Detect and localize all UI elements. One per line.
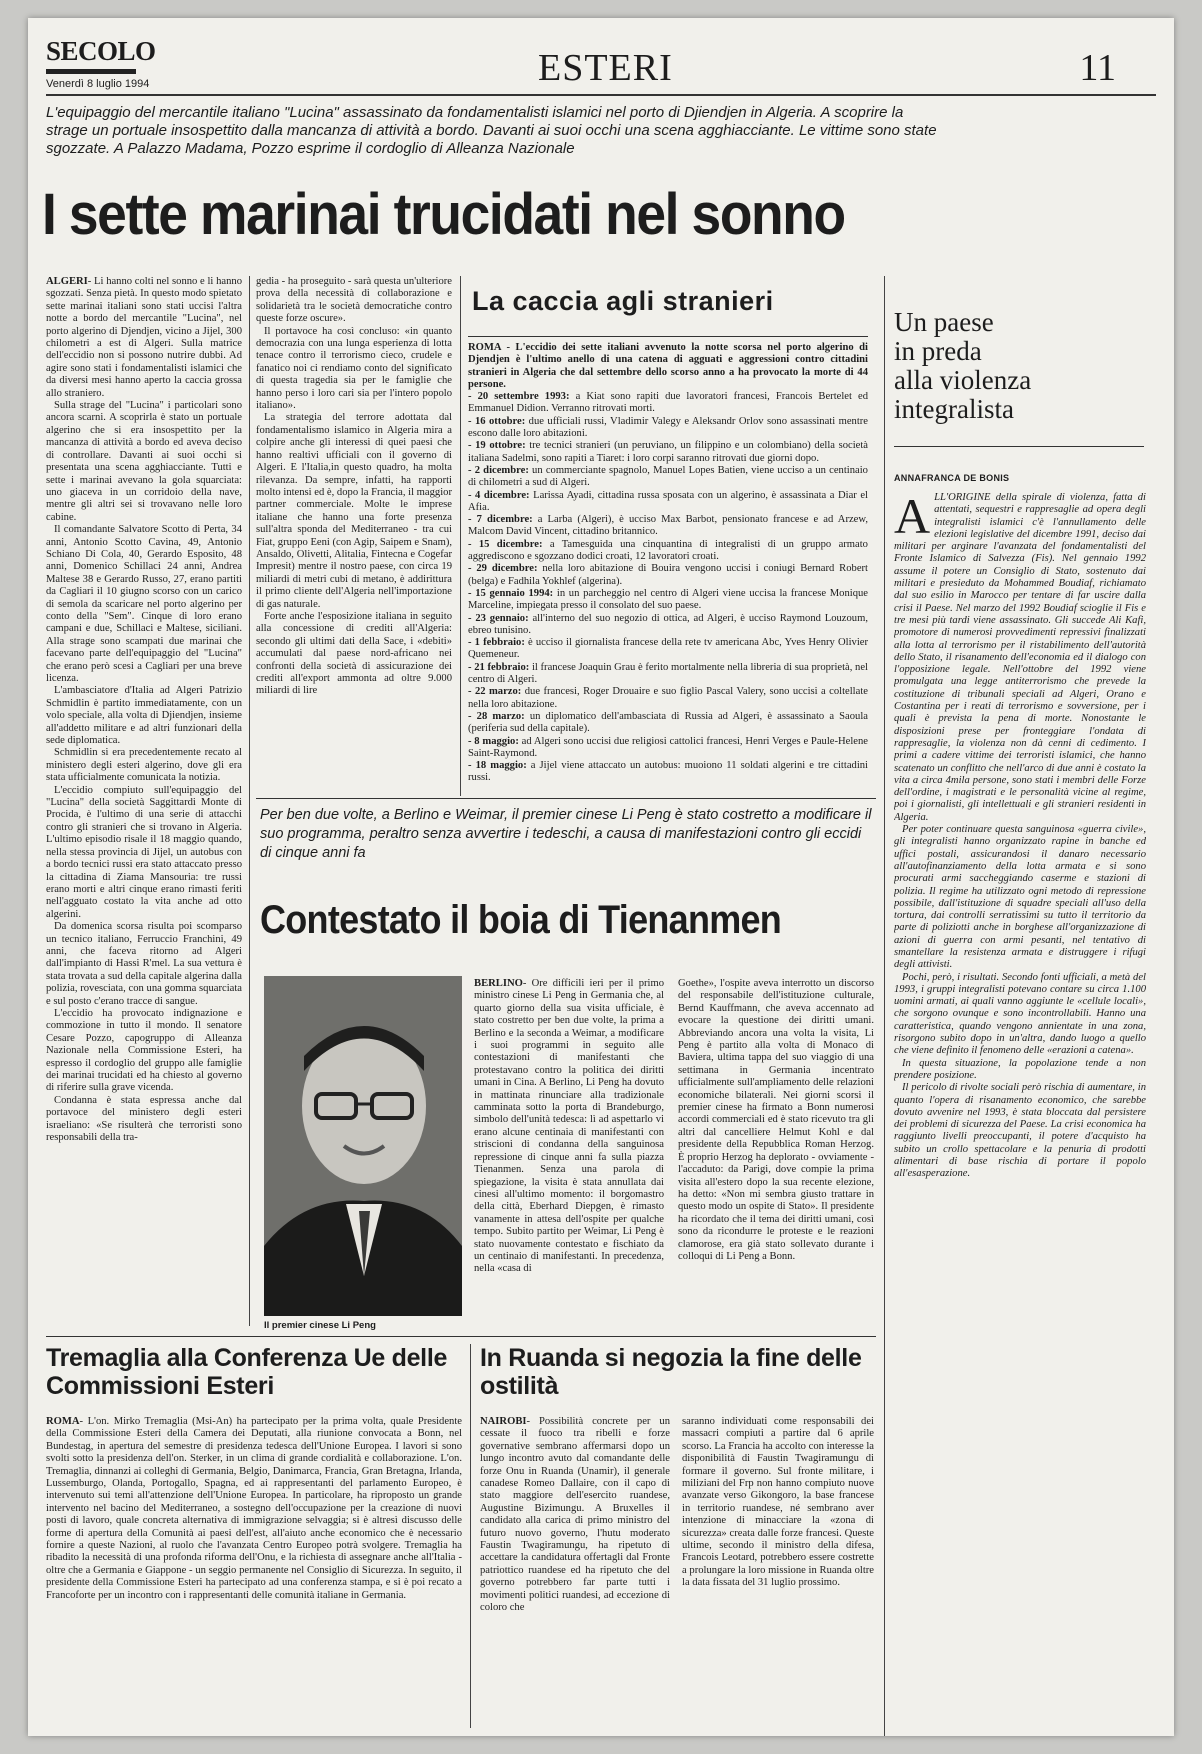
masthead-date: Venerdì 8 luglio 1994 (46, 78, 150, 90)
dropcap: A (894, 492, 931, 544)
chronology-item: - 22 marzo: due francesi, Roger Drouaire e suo figlio Pascal Valery, sono uccisi a coltellate nella loro abitazione. (468, 686, 868, 710)
photo-caption: Il premier cinese Li Peng (264, 1320, 376, 1331)
chronology-item: - 16 ottobre: due ufficiali russi, Vladimir Valegy e Aleksandr Orlov sono assassinati mentre escono dalle loro abitazioni. (468, 415, 868, 440)
lead-kicker: L'equipaggio del mercantile italiano "Lucina" assassinato da fondamentalisti islamici nel porto di Djiendjen in Algeria. A scoprire la strage un portuale insospettito dalla mancanza di attività a bordo. Davanti ai suoi occhi una scena agghiacciante. Le vittime sono state sgozzate. A Palazzo Madama, Pozzo esprime il cordoglio di Alleanza Nazionale (46, 104, 937, 157)
tienanmen-column-2: Goethe», l'ospite aveva interrotto un discorso del responsabile dell'istituzione culturale, Bernd Kauffmann, che aveva accennato ad evocare la questione dei diritti umani. Abbreviando ancora una volta la visita, Li Peng è partito alla volta di Monaco di Baviera, ultima tappa del suo viaggio di una settimana in Germania incentrato ufficialmente sull'ampliamento delle relazioni economiche bilaterali. Nei giorni scorsi il premier cinese ha firmato a Bonn numerosi accordi commerciali ed è stato ricevuto tra gli altri dal cancelliere Helmut Kohl e dal presidente della Repubblica Roman Herzog. È proprio Herzog ha deplorato - ovviamente - l'accaduto: da Parigi, dove compie la prima visita all'estero dopo la sua recente elezione, ha detto: «Non mi sembra giusto trattare in questo modo un ospite di Stato». Il presidente ha ricordato che il tema dei diritti umani, così sono da ricondurre le proteste e le reazioni clamorose, era già stato sollevato durante i colloqui di Li Peng a Bonn. (678, 978, 874, 1262)
ruanda-column-1: NAIROBI- Possibilità concrete per un cessate il fuoco tra ribelli e forze governative sembrano affermarsi dopo un lungo incontro avuto dal comandante delle forze Onu in Ruanda (Unamir), il generale canadese Romeo Dallaire, con il capo di stato maggiore dell'esercito ruandese, Augustine Bizimungu. A Bruxelles il candidato alla carica di primo ministro del futuro nuovo governo, l'hutu moderato Faustin Twagiramungu, ha ripetuto di accettare la candidatura offertagli dal Fronte patriottico ruandese ed ha ripetuto che del governo potrebbero far parte tutti i movimenti politici ruandesi, ad eccezione di coloro che (480, 1416, 670, 1614)
sidebar-paragraph: Pochi, però, i risultati. Secondo fonti ufficiali, a metà del 1993, i gruppi integralisti potevano contare su circa 1.100 uomini armati, ai quali vanno aggiunte le «cellule locali», che sorgono ovunque e sono incontrollabili. Hanno una caratteristica, quando vengono annientate in una zona, risorgono subito dopo in un'altra, dando luogo a quello che viene definito il fenomeno delle «erazioni a catena». (894, 971, 1146, 1057)
tienanmen-column-1: BERLINO- Ore difficili ieri per il primo ministro cinese Li Peng in Germania che, al quarto giorno della sua visita ufficiale, è stato costretto per ben due volte, la prima a Berlino e la seconda a Weimar, a modificare i suoi programmi in seguito alle contestazioni di manifestanti che protestavano contro la politica dei diritti umani in Cina. A Berlino, Li Peng ha dovuto in mattinata rinunciare alla tradizionale camminata sotto la porta di Brandeburgo, simbolo dell'unità tedesca: lì ad aspettarlo vi erano alcune centinaia di manifestanti con striscioni di condanna della sanguinosa repressione di cinque anni fa sulla piazza Tienanmen. Senza una parola di spiegazione, la visita è stata annullata dai cinesi all'ultimo momento: il borgomastro della città, Eberhard Diepgen, è rimasto vanamente in attesa dell'ospite per qualche tempo. Subito partito per Weimar, Li Peng è stato nuovamente contestato e fischiato da un centinaio di manifestanti. In precedenza, nella «casa di (474, 978, 664, 1275)
chronology-item: - 23 gennaio: all'interno del suo negozio di ottica, ad Algeri, è ucciso Raymond Louzoum, ebreo tunisino. (468, 612, 868, 636)
portrait-icon (264, 976, 462, 1316)
chronology-item: - 7 dicembre: a Larba (Algeri), è ucciso Max Barbot, pensionato francese e ad Arzew, Malcom David Vincent, cittadino britannico. (468, 514, 868, 538)
chronology-item: - 8 maggio: ad Algeri sono uccisi due religiosi cattolici francesi, Henri Verges e Paule-Helene Saint-Raymond. (468, 735, 868, 759)
chronology-item: - 2 dicembre: un commerciante spagnolo, Manuel Lopes Batien, viene ucciso a un centinaio di chilometri a sud di Algeri. (468, 464, 868, 489)
lead-paragraph: - Li hanno colti nel sonno e li hanno sgozzati. Senza pietà. In questo modo spietato sette marinai italiani sono stati uccisi l'altra notte a bordo del mercantile "Lucina", nel porto algerino di Djendjen, vicino a Jijel, 300 chilometri a est di Algeri. Sulla matrice dell'eccidio non si possono nutrire dubbi. Ad agire sono stati i fondamentalisti islamici che da diversi mesi hanno aperto la caccia grossa allo straniero. (46, 276, 242, 399)
lead-paragraph: Il portavoce ha così concluso: «in quanto democrazia con una lunga esperienza di lotta tenace contro il terrorismo cieco, crudele e fanatico noi ci rendiamo conto del significato di questa tragedia sia per le famiglie che hanno perso i loro cari sia per l'intero popolo italiano». (256, 325, 452, 412)
lead-column-1 (46, 276, 242, 1326)
caccia-lead: ROMA - L'eccidio dei sette italiani avvenuto la notte scorsa nel porto algerino di Djendjen è l'ultimo anello di una catena di agguati e aggressioni contro cittadini stranieri in Algeria che dal settembre dello scorso anno a ha provocato la morte di 44 persone. (468, 342, 868, 390)
sidebar-paragraph: Per poter continuare questa sanguinosa «guerra civile», gli integralisti hanno organizzato rapine in banche ed uffici postali, assicurandosi il danaro necessario all'autofinanziamento della lotta armata e si sono procurati armi saccheggiando caserme e stazioni di polizia. Il regime ha utilizzato ogni metodo di repressione possibile, dall'istituzione di squadre speciali all'uso della tortura, dai controlli serratissimi su tutto il territorio da parte di poliziotti anche in borghese all'organizzazione di azioni di guerra con armi pesanti, nel tentativo di smantellare la resistenza armata e distruggere i rifugi degli attivisti. (894, 824, 1146, 971)
tremaglia-dateline: ROMA (46, 1416, 80, 1427)
lead-paragraph: L'ambasciatore d'Italia ad Algeri Patrizio Schmidlin è partito immediatamente, con un volo speciale, alla volta di Djiendjen, insieme all'addetto militare e ad altri funzionari della sede diplomatica. (46, 685, 242, 747)
chronology-item: - 4 dicembre: Larissa Ayadi, cittadina russa sposata con un algerino, è assassinata a Diar el Afia. (468, 489, 868, 513)
lead-paragraph: La strategia del terrore adottata dal fondamentalismo islamico in Algeria mira a colpire anche gli interessi di quei paesi che hanno realtivi ufficiali con il governo di Algeri. E l'Italia,in questo quadro, ha molta rilevanza. Da sempre, infatti, ha rapporti molto intensi ed è, dopo la Francia, il maggior partner commerciale. Molte le imprese italiane che hanno una forte presenza sull'altra sponda del Mediterraneo - tra cui Fiat, gruppo Eeni (con Agip, Saipem e Snam), Ansaldo, Olivetti, Alitalia, Fintecna e Cogefar Impresit) mentre il nostro paese, con circa 19 miliardi di metri cubi di metano, è addirittura il primo cliente dell'Algeria nell'importazione di gas naturale. (256, 412, 452, 610)
page-number: 11 (1079, 47, 1116, 89)
ruanda-headline: In Ruanda si negozia la fine delle ostilità (480, 1344, 862, 1400)
sidebar-body: ALL'ORIGINE della spirale di violenza, fatta di attentati, sequestri e rappresaglie ad opera degli integralisti islamici c'è l'annullamento delle elezioni legislative del dicembre 1991, deciso dai militari per arginare l'avanzata del fondamentalisti del Fronte Islamico di Salvezza (Fis). Nel gennaio 1992 assume il potere un Consiglio di Stato, sostenuto dai militari e presieduto da Mohammed Boudiaf, richiamato dal suo esilio in Marocco per tentare di far uscire dalla crisi il Paese. Nel marzo del 1992 Boudiaf scioglie il Fis e tre mesi più tardi viene assassinato. Gli succede Ali Kafi, promotore di numerosi provvedimenti repressivi finalizzati alla lotta al terrorismo per il ristabilimento dell'autorità dello Stato, il risanamento dell'economia ed il dialogo con l'opposizione legale. Nell'ottobre del 1992 viene promulgata una legge antiterrorismo che prevede la costituzione di tribunali speciali ad Algeri, Orano e Costantina per i reati di terrorismo e sovversione, per i quali è prevista la pena di morte. Nonostante le disposizioni prese per fronteggiare l'ondata di rappresaglie, la violenza non dà cenni di cedimento. I primi a cadere vittime dei terroristi islamici, che hanno scatenato un conflitto che nell'arco di due anni è costato la vita a circa 4mila persone, sono stati i membri delle Forze dell'ordine, i magistrati e le personalità vicine al regime, poi i giornalisti, gli intellettuali e gli stranieri residenti in Algeria. Per poter continuare questa sanguinosa «guerra civile», gli integralisti hanno organizzato rapine in banche ed uffici postali, assicurandosi il danaro necessario all'autofinanziamento della lotta armata e si sono procurati armi saccheggiando caserme e stazioni di polizia. Il regime ha utilizzato ogni metodo di repressione possibile, dall'istituzione di squadre speciali all'uso della tortura, dai controlli serratissimi su tutto il territorio da parte di poliziotti anche in borghese all'organizzazione di azioni di guerra con armi pesanti, nel tentativo di smantellare la resistenza armata e distruggere i rifugi degli attivisti. Pochi, però, i risultati. Secondo fonti ufficiali, a metà del 1993, i gruppi integralisti potevano contare su circa 1.100 uomini armati, ai quali vanno aggiunte le «cellule locali», che sorgono ovunque e sono incontrollabili. Hanno una caratteristica, quando vengono annientate in una zona, risorgono subito dopo in un'altra, dando luogo a quello che viene definito il fenomeno delle «erazioni a catena». In questa situazione, la popolazione tende a non prendere posizione. Il pericolo di rivolte sociali però rischia di aumentare, in quanto l'opera di risanamento economico, che sarebbe dovuto avvenire nel 1993, è stata bloccata dal persistere dei problemi di sicurezza del Paese. La crisi economica ha raggiunto livelli preoccupanti, il potere d'acquisto ha subito un crollo spettacolare e la penuria di prodotti alimentari di base rischia di portare il popolo all'esasperazione. (894, 492, 1146, 1180)
tremaglia-body: ROMA- L'on. Mirko Tremaglia (Msi-An) ha partecipato per la prima volta, quale Presidente della Commissione Esteri della Camera dei Deputati, alla riunione convocata a Bonn, nel Bundestag, in apertura del semestre di presidenza tedesca dell'Unione Europea. I lavori si sono svolti sotto la presidenza dell'on. Sterker, in un clima di grande cordialità e collaborazione. L'on. Tremaglia, dinnanzi ai colleghi di Germania, Belgio, Danimarca, Francia, Gran Bretagna, Irlanda, Lussemburgo, Olanda, Portogallo, Spagna, ed ai rappresentanti del parlamento Europeo, è intervenuto sui temi all'attenzione dell'Unione Europea. In particolare, ha riproposto un grande intervento nel bacino del Mediterraneo, a sostegno dell'occupazione per la creazione di nuovi posti di lavoro, quale concreta alternativa di immigrazione selvaggia; si è altresì discusso delle forme di apertura della Comunità ai paesi dell'est, all'aiuto anche economico che è necessario fornire a queste Nazioni, al ruolo che l'avanzata Centro Europeo potrà svolgere. Tremaglia ha ribadito la necessità di una profonda riforma dell'Onu, e la richiesta di assegnare anche all'Italia - oltre che a Germania e Giappone - un seggio permanente nel Consiglio di Sicurezza. In seguito, il presidente della Commissione Esteri ha partecipato ad una conferenza stampa, e si è poi recato a Francoforte per un incontro con i rappresentanti delle comunità italiane in Germania. (46, 1416, 462, 1601)
lead-paragraph: Il comandante Salvatore Scotto di Perta, 34 anni, Antonio Scotto Cavina, 49, Antonio Schiano Di Cola, 40, Gerardo Esposito, 48 anni, Domenico Schillaci 24 anni, Andrea Maltese 38 e Gerardo Russo, 27, erano partiti da Cagliari il 10 giugno scorso con un carico di semola da scaricare nel porto algerino per conto della "Sem". Cinque di loro erano campani e due, Schillaci e Maltese, siciliani. Alla strage sono scampati due marinai che facevano parte dell'equipaggio del "Lucina" che erano però scesi a Cagliari per una breve licenza. (46, 524, 242, 684)
caccia-headline: La caccia agli stranieri (472, 286, 774, 316)
chronology-item: - 28 marzo: un diplomatico dell'ambasciata di Russia ad Algeri, è assassinato a Saoula (periferia sud della capitale). (468, 710, 868, 735)
lead-dateline: ALGERI (46, 276, 88, 287)
ruanda-dateline: NAIROBI (480, 1416, 527, 1427)
chronology-item: - 19 ottobre: tre tecnici stranieri (un peruviano, un filippino e un colombiano) della società italiana Sadelmi, sono rapiti a Tiaret: i loro corpi saranno ritrovati due giorni dopo. (468, 440, 868, 464)
lead-paragraph: Schmidlin si era precedentemente recato al ministero degli esteri algerino, dove gli era stata ufficialmente comunicata la notizia. (46, 747, 242, 784)
lead-paragraph: Condanna è stata espressa anche dal portavoce del ministero degli esteri israeliano: «Se risulterà che terroristi sono responsabili della tra- (46, 1094, 242, 1144)
tienanmen-kicker: Per ben due volte, a Berlino e Weimar, il premier cinese Li Peng è stato costretto a modificare il suo programma, peraltro senza avvertire i tedeschi, a causa di manifestazioni contro gli eccidi di cinque anni fa (260, 807, 872, 861)
masthead-bar (46, 69, 136, 74)
column-divider (249, 276, 250, 1326)
masthead-title: SECOLO (46, 36, 156, 66)
column-divider (884, 276, 885, 1736)
lead-column-2 (256, 276, 452, 796)
section-title: ESTERI (538, 47, 673, 89)
sidebar-rule (894, 446, 1144, 447)
tienanmen-rule (256, 798, 876, 799)
tremaglia-headline: Tremaglia alla Conferenza Ue delle Commissioni Esteri (46, 1344, 448, 1400)
lead-paragraph: Sulla strage del "Lucina" i particolari sono ancora scarni. A scoprirla è stato un portuale algerino che si era insospettito per la mancanza di attività a bordo ed aveva deciso di controllare. Davanti ai suoi occhi si presentata una scena agghiacciante. Tutti e sette i marinai avevano la gola squarciata: uno giaceva in un corridoio della nave, mentre gli altri sei si trovavano nelle loro cabine. (46, 400, 242, 523)
column-divider (460, 276, 461, 796)
chronology-item: - 21 febbraio: il francese Joaquin Grau è ferito mortalmente nella libreria di sua proprietà, nel centro di Algeri. (468, 661, 868, 686)
lead-paragraph: L'eccidio ha provocato indignazione e commozione in tutto il mondo. Il senatore Cesare Pozzo, capogruppo di Alleanza Nazionale nella Commissione Esteri, ha espresso il cordoglio del gruppo alle famiglie dei marinai trucidati ed ha chiesto al governo di riferire sulla grave vicenda. (46, 1007, 242, 1094)
sidebar-paragraph: In questa situazione, la popolazione tende a non prendere posizione. (894, 1057, 1146, 1081)
li-peng-photo (264, 976, 462, 1316)
chronology-item: - 15 gennaio 1994: in un parcheggio nel centro di Algeri viene uccisa la francese Monique Marceline, impiegata presso il consolato del suo paese. (468, 587, 868, 612)
sidebar-title: Un paese in preda alla violenza integralista (894, 307, 1032, 424)
lead-paragraph: gedia - ha proseguito - sarà questa un'ulteriore prova della necessità di collaborazione e solidarietà tra le società democratiche contro queste forze oscure». (256, 276, 452, 325)
chronology-item: - 20 settembre 1993: a Kiat sono rapiti due lavoratori francesi, Francois Bertelet ed Emmanuel Didion. Verranno ritrovati morti. (468, 391, 868, 415)
tienanmen-headline: Contestato il boia di Tienanmen (260, 898, 782, 942)
chronology-item: - 18 maggio: a Jijel viene attaccato un autobus: muoiono 11 soldati algerini e tre cittadini russi. (468, 760, 868, 784)
sidebar-paragraph: Il pericolo di rivolte sociali però rischia di aumentare, in quanto l'opera di risanamento economico, che sarebbe dovuto avvenire nel 1993, è stata bloccata dal persistere dei problemi di sicurezza del Paese. La crisi economica ha raggiunto livelli preoccupanti, il potere d'acquisto ha subito un crollo spettacolare e la penuria di prodotti alimentari di base rischia di portare il popolo all'esasperazione. (894, 1082, 1146, 1180)
lead-paragraph: L'eccidio compiuto sull'equipaggio del "Lucina" della società Saggittardi Monte di Procida, è l'ultimo di una serie di attacchi contro gli stranieri che si trovano in Algeria. L'ultimo episodio risale il 18 maggio quando, nella stessa provincia di Jijel, un autobus con a bordo tecnici russi era stato attaccato presso la cittadina di Ziama Mansouria: tre russi erano morti e altri cinque erano rimasti feriti nell'agguato costato la vita anche ad otto algerini. (46, 784, 242, 920)
ruanda-column-2: saranno individuati come responsabili dei massacri compiuti a partire dal 6 aprile scorso. La Francia ha accolto con interesse la disponibilità di Faustin Twagiramungu di formare il governo. Sul fronte militare, i miliziani del Frp non hanno compiuto nuove avanzate verso Gikongoro, la base francese in territorio ruandese, né sembrano aver intenzione di minacciare la «zona di sicurezza» creata dalle forze francesi. Queste ultime, secondo il ministro della difesa, Francois Leotard, potrebbero essere costrette a prolungare la loro missione in Ruanda oltre la data fissata del 31 luglio prossimo. (682, 1416, 874, 1589)
lead-headline: I sette marinai trucidati nel sonno (42, 182, 845, 247)
header-rule (46, 94, 1156, 96)
column-divider (470, 1344, 471, 1728)
caccia-rule (468, 336, 868, 337)
caccia-chronology (468, 342, 868, 794)
lead-paragraph: Da domenica scorsa risulta poi scomparso un tecnico italiano, Ferruccio Franchini, 49 anni, che faceva ritorno ad Algeri dall'impianto di Hassi R'mel. La sua vettura è stata trovata a sud della capitale algerina dalla polizia, rovesciata, con una gomma squarciata e sul posto c'erano tracce di sangue. (46, 921, 242, 1007)
bottom-rule (46, 1336, 876, 1337)
tienanmen-dateline: BERLINO (474, 978, 523, 989)
newspaper-page (28, 18, 1174, 1736)
chronology-item: - 29 dicembre: nella loro abitazione di Bouira vengono uccisi i coniugi Bernard Robert (belga) e Fadhila Yokhlef (algerina). (468, 563, 868, 587)
sidebar-byline: ANNAFRANCA DE BONIS (894, 473, 1010, 483)
chronology-item: - 1 febbraio: è ucciso il giornalista francese della rete tv americana Abc, Yves Henry Olivier Quemeneur. (468, 637, 868, 661)
chronology-item: - 15 dicembre: a Tamesguida una cinquantina di integralisti di un gruppo armato aggrediscono e sgozzano dodici croati, 12 lavoratori croati. (468, 538, 868, 563)
lead-paragraph: Forte anche l'esposizione italiana in seguito alla concessione di crediti all'Algeria: secondo gli ultimi dati della Sace, i «debiti» accumulati dal paese nord-africano nei confronti della società di assicurazione dei crediti all'export ammonta ad oltre 9.000 miliardi di lire (256, 610, 452, 697)
